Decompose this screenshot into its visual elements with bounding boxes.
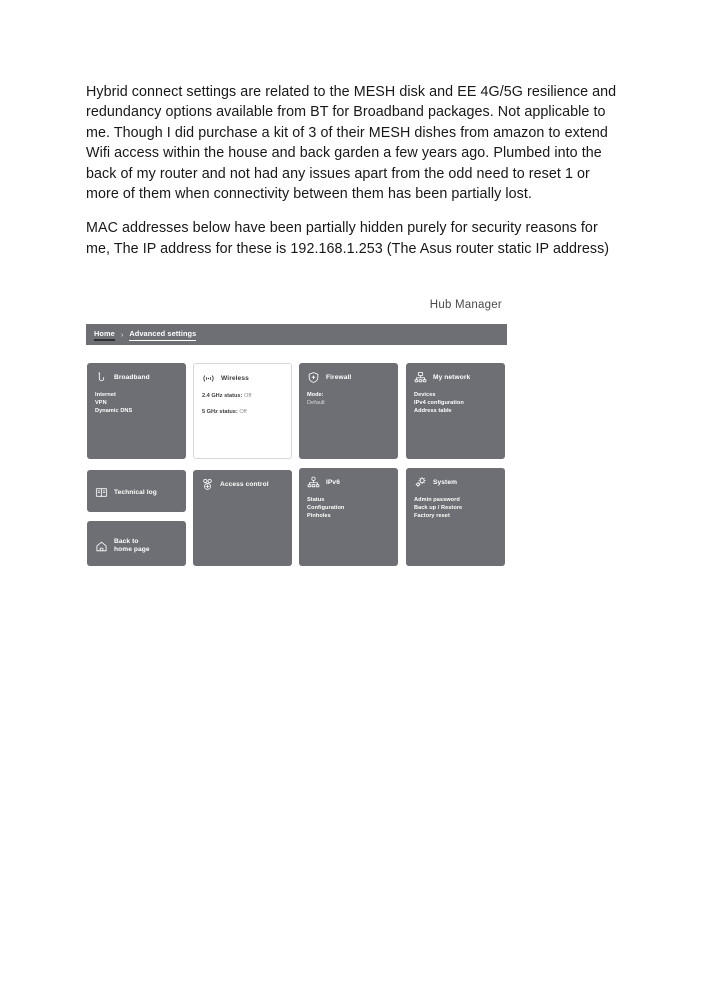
book-icon bbox=[95, 486, 108, 499]
embedded-screenshot bbox=[85, 294, 512, 572]
tile-wireless-title: Wireless bbox=[221, 375, 249, 382]
tile-back-home-title bbox=[114, 538, 150, 555]
link-pinholes[interactable]: Pinholes bbox=[307, 513, 331, 519]
tile-broadband-links bbox=[95, 391, 178, 415]
tile-my-network[interactable] bbox=[406, 363, 505, 459]
tile-system-links bbox=[414, 496, 497, 520]
broadband-icon bbox=[95, 371, 108, 384]
firewall-mode-label: Mode: bbox=[307, 392, 324, 398]
tile-system-title: System bbox=[433, 479, 458, 486]
tile-ipv6-links bbox=[307, 496, 390, 520]
breadcrumb bbox=[86, 324, 507, 345]
network-topology-icon bbox=[414, 371, 427, 384]
breadcrumb-item-advanced-settings[interactable]: Advanced settings bbox=[129, 329, 197, 338]
wireless-5ghz-status bbox=[202, 408, 283, 416]
link-devices[interactable]: Devices bbox=[414, 392, 436, 398]
gears-icon bbox=[414, 476, 427, 489]
breadcrumb-item-home[interactable]: Home bbox=[94, 329, 115, 338]
link-admin-password[interactable]: Admin password bbox=[414, 497, 460, 503]
tile-ipv6-title: IPv6 bbox=[326, 479, 340, 486]
tile-firewall-title: Firewall bbox=[326, 374, 352, 381]
hub-manager-header bbox=[85, 294, 512, 322]
link-dynamic-dns[interactable]: Dynamic DNS bbox=[95, 408, 133, 414]
tile-technical-log[interactable] bbox=[87, 470, 186, 512]
tile-technical-log-title: Technical log bbox=[114, 489, 157, 496]
tile-back-to-home-page[interactable] bbox=[87, 521, 186, 566]
tile-ipv6[interactable] bbox=[299, 468, 398, 566]
wireless-24ghz-value: Off bbox=[243, 393, 252, 399]
wireless-signal-icon bbox=[202, 372, 215, 385]
wireless-5ghz-value: Off bbox=[239, 409, 247, 415]
link-internet[interactable]: Internet bbox=[95, 392, 116, 398]
users-plus-icon bbox=[201, 478, 214, 491]
link-vpn[interactable]: VPN bbox=[95, 400, 107, 406]
link-backup-restore[interactable]: Back up / Restore bbox=[414, 505, 463, 511]
home-icon bbox=[95, 540, 108, 553]
tile-broadband[interactable] bbox=[87, 363, 186, 459]
tile-broadband-title: Broadband bbox=[114, 374, 150, 381]
tile-wireless[interactable] bbox=[193, 363, 292, 459]
tile-access-control[interactable] bbox=[193, 470, 292, 566]
tile-my-network-title: My network bbox=[433, 374, 471, 381]
tile-system[interactable] bbox=[406, 468, 505, 566]
page-title: Hub Manager bbox=[429, 299, 502, 311]
paragraph-2: MAC addresses below have been partially hidden purely for security reasons for me, The IP address for these is 192.168.1.253 (The Asus router static IP address) bbox=[86, 220, 610, 257]
firewall-mode-value: Default bbox=[307, 400, 325, 406]
wireless-24ghz-label: 2.4 GHz status: bbox=[202, 393, 243, 399]
tile-access-control-title: Access control bbox=[220, 481, 269, 488]
wireless-24ghz-status bbox=[202, 392, 283, 400]
document-body bbox=[86, 82, 622, 273]
tile-back-home-line2: home page bbox=[114, 546, 150, 554]
chevron-right-icon: › bbox=[120, 330, 124, 339]
shield-plus-icon bbox=[307, 371, 320, 384]
link-address-table[interactable]: Address table bbox=[414, 408, 452, 414]
tile-back-home-line1: Back to bbox=[114, 538, 139, 545]
link-factory-reset[interactable]: Factory reset bbox=[414, 513, 450, 519]
ipv6-topology-icon bbox=[307, 476, 320, 489]
link-configuration[interactable]: Configuration bbox=[307, 505, 345, 511]
link-status[interactable]: Status bbox=[307, 497, 325, 503]
tile-my-network-links bbox=[414, 391, 497, 415]
link-ipv4-configuration[interactable]: IPv4 configuration bbox=[414, 400, 464, 406]
wireless-5ghz-label: 5 GHz status: bbox=[202, 409, 238, 415]
tile-firewall[interactable] bbox=[299, 363, 398, 459]
paragraph-1: Hybrid connect settings are related to the MESH disk and EE 4G/5G resilience and redundancy options available from BT for Broadband packages. Not applicable to me. Though I did purchase a kit of 3 of their MESH dishes from amazon to extend Wifi access within the house and back garden a few years ago. Plumbed into the back of my router and not had any issues apart from the odd need to reset 1 or more of them when connectivity between them has been partially lost. bbox=[86, 84, 617, 203]
